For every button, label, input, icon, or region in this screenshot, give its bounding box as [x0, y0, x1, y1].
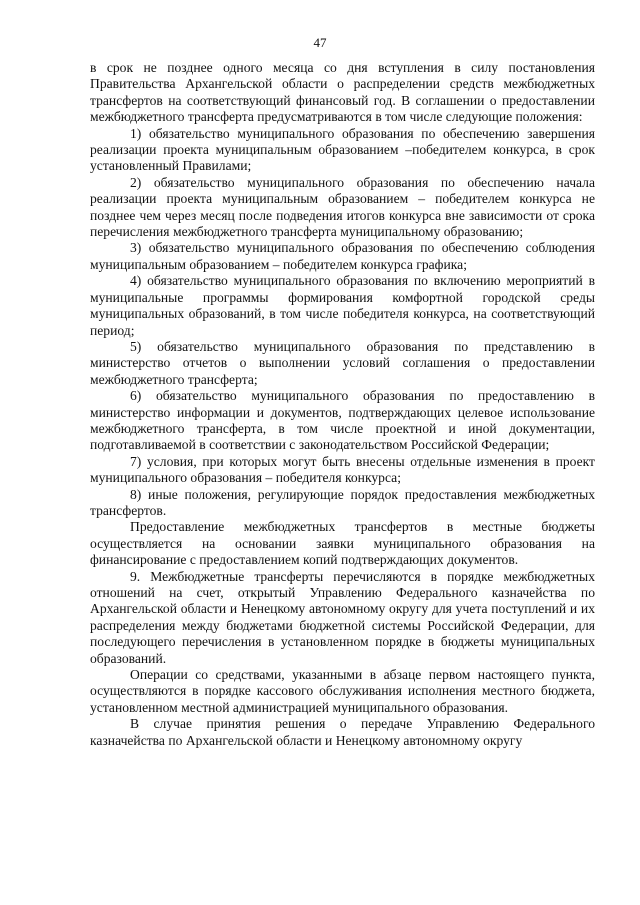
list-item-3: 3) обязательство муниципального образования по обеспечению соблюдения муниципальным образованием – победителем конкурса графика; — [90, 240, 595, 272]
list-item-6: 6) обязательство муниципального образования по предоставлению в министерство информации и документов, подтверждающих целевое использование межбюджетного трансферта, в том числе проектной и иной документации, подготавливаемой в соответствии с законодательством Российской Федерации; — [90, 388, 595, 453]
paragraph-transfer-decision: В случае принятия решения о передаче Управлению Федерального казначейства по Архангельской области и Ненецкому автономному округу — [90, 716, 595, 748]
list-item-5: 5) обязательство муниципального образования по представлению в министерство отчетов о выполнении условий соглашения о предоставлении межбюджетного трансферта; — [90, 338, 595, 387]
list-item-4: 4) обязательство муниципального образования по включению мероприятий в муниципальные программы формирования комфортной городской среды муниципальных образований, в том числе победителя конкурса, на соответствующий период; — [90, 273, 595, 338]
document-body — [90, 60, 595, 749]
page-number: 47 — [313, 35, 327, 50]
list-item-8: 8) иные положения, регулирующие порядок предоставления межбюджетных трансфертов. — [90, 486, 595, 518]
paragraph-funding: Предоставление межбюджетных трансфертов в местные бюджеты осуществляется на основании заявки муниципального образования на финансирование с предоставлением копий подтверждающих документов. — [90, 519, 595, 568]
list-item-2: 2) обязательство муниципального образования по обеспечению начала реализации проекта муниципальным образованием – победителем конкурса не позднее чем через месяц после подведения итогов конкурса вне зависимости от срока перечисления межбюджетного трансферта муниципальному образованию; — [90, 174, 595, 240]
paragraph-operations: Операции со средствами, указанными в абзаце первом настоящего пункта, осуществляются в порядке кассового обслуживания исполнения местного бюджета, установленном местной администрацией муниципального образования. — [90, 667, 595, 715]
list-item-7: 7) условия, при которых могут быть внесены отдельные изменения в проект муниципального образования – победителя конкурса; — [90, 453, 595, 486]
paragraph-intro: в срок не позднее одного месяца со дня вступления в силу постановления Правительства Архангельской области о распределении средств межбюджетных трансфертов на соответствующий финансовый год. В соглашении о предоставлении межбюджетного трансферта предусматриваются в том числе следующие положения: — [90, 60, 595, 125]
paragraph-section-9: 9. Межбюджетные трансферты перечисляются в порядке межбюджетных отношений на счет, открытый Управлению Федерального казначейства по Архангельской области и Ненецкому автономному округу для учета поступлений и их распределения между бюджетами бюджетной системы Российской Федерации, для последующего перечисления в установленном порядке в бюджеты муниципальных образований. — [90, 568, 595, 666]
list-item-1: 1) обязательство муниципального образования по обеспечению завершения реализации проекта муниципальным образованием –победителем конкурса, в срок установленный Правилами; — [90, 125, 595, 174]
